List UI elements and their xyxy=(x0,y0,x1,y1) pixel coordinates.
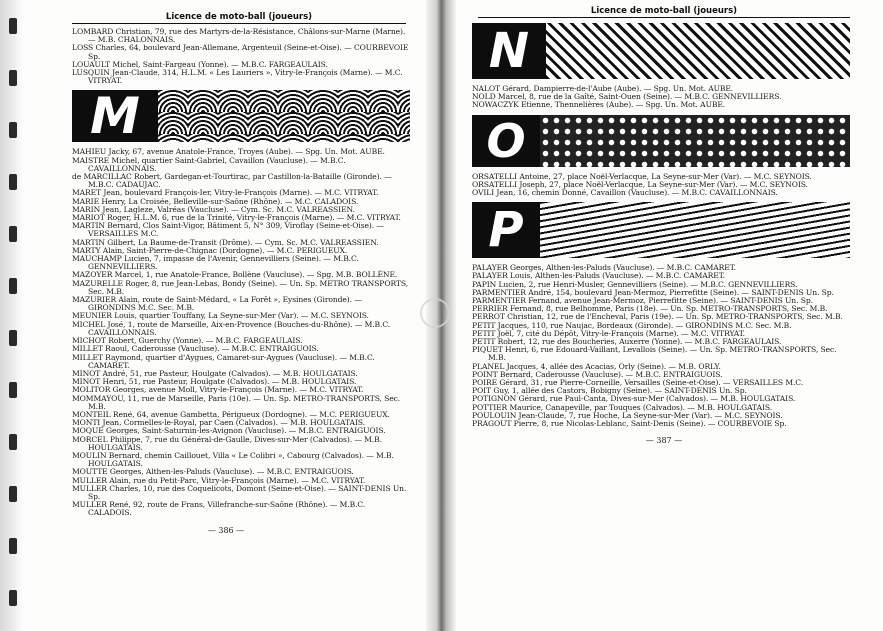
directory-entry: MAHIEU Jacky, 67, avenue Anatole-France, Troyes (Aube). — Spg. Un. Mot. AUBE. xyxy=(72,147,385,157)
directory-entry: MOLITOR Georges, avenue Moll, Vitry-le-François (Marne). — M.C. VITRYAT. xyxy=(72,385,364,395)
directory-entry: PARMENTIER Fernand, avenue Jean-Mermoz, Pierrefitte (Seine). — SAINT-DENIS Un. Sp. xyxy=(472,296,813,306)
binder-hole xyxy=(9,226,17,242)
section-letter: M xyxy=(72,90,158,142)
directory-entry: PALAYER Louis, Althen-les-Paluds (Vaucluse). — M.B.C. CAMARET. xyxy=(472,271,725,281)
directory-entry: MORCEL Philippe, 7, rue du Général-de-Gaulle, Dives-sur-Mer (Calvados). — M.B. HOULGATAIS. xyxy=(72,434,382,452)
directory-entry: PIQUET Henri, 6, rue Edouard-Vaillant, Levallois (Seine). — Un. Sp. METRO-TRANSPORTS, Sec. M.B. xyxy=(472,345,837,363)
directory-entry: MARTIN Bernard, Clos Saint-Vigor, Bâtiment 5, N° 309, Viroflay (Seine-et-Oise). — VERSAILLES M.C. xyxy=(72,221,384,239)
running-head-left: Licence de moto-ball (joueurs) xyxy=(72,12,406,24)
letter-banner-n xyxy=(472,23,850,79)
binder-strip xyxy=(0,0,24,631)
binder-hole xyxy=(9,538,17,554)
directory-entry: NOWACZYK Etienne, Thennelières (Aube). — Spg. Un. Mot. AUBE. xyxy=(472,100,726,110)
directory-entry: PETIT Robert, 12, rue des Boucheries, Auxerre (Yonne). — M.B.C. FARGEAULAIS. xyxy=(472,337,782,347)
directory-entry: MICHOT Robert, Guerchy (Yonne). — M.B.C. FARGEAULAIS. xyxy=(72,336,303,346)
binder-hole xyxy=(9,486,17,502)
directory-entry: PAPIN Lucien, 2, rue Henri-Musler, Gennevilliers (Seine). — M.B.C. GENNEVILLIERS. xyxy=(472,279,798,289)
folio-right: — 387 — xyxy=(645,436,683,446)
directory-entry: MARTIN Gilbert, La Baume-de-Transit (Drôme). — Cym. Sc. M.C. VALREASSIEN. xyxy=(72,237,379,247)
directory-entry: POINT Bernard, Caderousse (Vaucluse). — M.B.C. ENTRAIGUOIS. xyxy=(472,369,723,379)
directory-entry: ORSATELLI Joseph, 27, place Noël-Verlacque, La Seyne-sur-Mer (Var). — M.C. SEYNOIS. xyxy=(472,179,808,189)
directory-entry: MAZOYER Marcel, 1, rue Anatole-France, Bollène (Vaucluse). — Spg. M.B. BOLLÈNE. xyxy=(72,270,398,280)
directory-entry: MARTY Alain, Saint-Pierre-de-Chignac (Dordogne). — M.C. PERIGUEUX. xyxy=(72,245,348,255)
directory-entry: MARET Jean, boulevard François-Ier, Vitry-le-François (Marne). — M.C. VITRYAT. xyxy=(72,188,379,198)
binder-hole xyxy=(9,590,17,606)
directory-entry: MULLER Charles, 10, rue des Coquelicots, Domont (Seine-et-Oise). — SAINT-DENIS Un. Sp. xyxy=(72,483,407,501)
directory-entry: MULLER Alain, rue du Petit-Parc, Vitry-le-François (Marne). — M.C. VITRYAT. xyxy=(72,475,366,485)
letter-banner-m xyxy=(72,87,410,146)
directory-entry: MAISTRE Michel, quartier Saint-Gabriel, Cavaillon (Vaucluse). — M.B.C. CAVAILLONNAIS. xyxy=(72,155,346,173)
directory-entry: LUSQUIN Jean-Claude, 314, H.L.M. « Les Lauriers », Vitry-le-François (Marne). — M.C. VITRYAT. xyxy=(72,68,403,86)
binder-hole xyxy=(9,174,17,190)
directory-entry: PETIT Jacques, 110, rue Naujac, Bordeaux (Gironde). — GIRONDINS M.C. Sec. M.B. xyxy=(472,320,792,330)
directory-entry: POTIGNON Gérard, rue Paul-Canta, Dives-sur-Mer (Calvados). — M.B. HOULGATAIS. xyxy=(472,394,796,404)
directory-entry: MULLER René, 92, route de Frans, Villefranche-sur-Saône (Rhône). — M.B.C. CALADOIS. xyxy=(72,500,366,518)
directory-entry: ORSATELLI Antoine, 27, place Noël-Verlacque, La Seyne-sur-Mer (Var). — M.C. SEYNOIS. xyxy=(472,171,812,181)
directory-entry: MONTEIL René, 64, avenue Gambetta, Périgueux (Dordogne). — M.C. PERIGUEUX. xyxy=(72,409,390,419)
directory-entry: PARMENTIER André, 154, boulevard Jean-Mermoz, Pierrefitte (Seine). — SAINT-DENIS Un. Sp. xyxy=(472,287,834,297)
binder-hole xyxy=(9,434,17,450)
directory-entry: MILLET Raymond, quartier d'Aygues, Camaret-sur-Aygues (Vaucluse). — M.B.C. CAMARET. xyxy=(72,352,375,370)
directory-entry: MARIN Jean, Lagleze, Valréas (Vaucluse). — Cym. Sc. M.C. VALREASSIEN. xyxy=(72,204,355,214)
directory-entry: PLANEL Jacques, 4, allée des Acacias, Orly (Seine). — M.B. ORLY. xyxy=(472,361,721,371)
left-entries xyxy=(28,28,424,518)
directory-entry: NOLD Marcel, 8, rue de la Gaîté, Saint-Ouen (Seine). — M.B.C. GENNEVILLIERS. xyxy=(472,92,782,102)
section-letter: P xyxy=(472,202,540,258)
directory-entry: PERRIER Fernand, 8, rue Belhomme, Paris (18e). — Un. Sp. METRO-TRANSPORTS, Sec. M.B. xyxy=(472,304,828,314)
directory-entry: OVILI Jean, 16, chemin Donné, Cavaillon (Vaucluse). — M.B.C. CAVAILLONNAIS. xyxy=(472,188,778,198)
directory-entry: MAUCHAMP Lucien, 7, impasse de l'Avenir, Gennevilliers (Seine). — M.B.C. GENNEVILLIERS. xyxy=(72,254,359,272)
directory-entry: LOUAULT Michel, Saint-Fargeau (Yonne). — M.B.C. FARGEAULAIS. xyxy=(72,59,328,69)
decorative-pattern xyxy=(546,23,850,79)
letter-banner-o xyxy=(472,115,850,167)
directory-entry: PALAYER Georges, Althen-les-Paluds (Vaucluse). — M.B.C. CAMARET. xyxy=(472,263,736,273)
directory-entry: POULOUIN Jean-Claude, 7, rue Hoche, La Seyne-sur-Mer (Var). — M.C. SEYNOIS. xyxy=(472,410,783,420)
left-page xyxy=(28,0,424,631)
directory-entry: LOSS Charles, 64, boulevard Jean-Allemane, Argenteuil (Seine-et-Oise). — COURBEVOIE Sp. xyxy=(72,43,409,61)
directory-entry: POTTIER Maurice, Canapeville, par Touques (Calvados). — M.B. HOULGATAIS. xyxy=(472,402,773,412)
directory-entry: MAZURIER Alain, route de Saint-Médard, « La Forêt », Eysines (Gironde). — GIRONDINS M.C. Sec. M.B. xyxy=(72,295,362,313)
section-letter: N xyxy=(472,23,546,79)
letter-banner-p xyxy=(472,202,850,258)
directory-entry: POIT Guy, 1, allée des Castors, Bobigny (Seine). — SAINT-DENIS Un. Sp. xyxy=(472,386,747,396)
directory-entry: POIRE Gérard, 31, rue Pierre-Corneille, Versailles (Seine-et-Oise). — VERSAILLES M.C. xyxy=(472,378,804,388)
directory-entry: MILLET Raoul, Caderousse (Vaucluse). — M.B.C. ENTRAIGUOIS. xyxy=(72,344,319,354)
directory-entry: LOMBARD Christian, 79, rue des Martyrs-de-la-Résistance, Châlons-sur-Marne (Marne). — M.B. CHALONNAIS. xyxy=(72,27,406,45)
right-entries xyxy=(458,23,870,428)
directory-entry: MICHEL José, 1, route de Marseille, Aix-en-Provence (Bouches-du-Rhône). — M.B.C. CAVAILLONNAIS. xyxy=(72,319,391,337)
directory-entry: MARIOT Roger, H.L.M. 6, rue de la Trinité, Vitry-le-François (Marne). — M.C. VITRYAT. xyxy=(72,213,401,223)
directory-entry: MOQUE Georges, Saint-Saturnin-les-Avignon (Vaucluse). — M.B.C. ENTRAIGUOIS. xyxy=(72,426,386,436)
directory-entry: MINOT André, 51, rue Pasteur, Houlgate (Calvados). — M.B. HOULGATAIS. xyxy=(72,368,358,378)
directory-entry: MOULIN Bernard, chemin Caillouet, Villa « Le Colibri », Cabourg (Calvados). — M.B. HOULGATAIS. xyxy=(72,450,394,469)
directory-entry: PETIT Joël, 7, cité du Dépôt, Vitry-le-François (Marne). — M.C. VITRYAT. xyxy=(472,328,745,338)
directory-entry: NALOT Gérard, Dampierre-de-l'Aube (Aube). — Spg. Un. Mot. AUBE. xyxy=(472,84,734,93)
decorative-pattern xyxy=(158,90,410,142)
binder-hole xyxy=(9,70,17,86)
right-page xyxy=(458,0,870,631)
section-letter: O xyxy=(472,115,540,167)
decorative-pattern xyxy=(540,202,850,258)
directory-entry: PRAGOUT Pierre, 8, rue Nicolas-Leblanc, Saint-Denis (Seine). — COURBEVOIE Sp. xyxy=(472,419,787,429)
directory-entry: PERROT Christian, 12, rue de l'Encheval, Paris (19e). — Un. Sp. METRO-TRANSPORTS, Sec. M.B. xyxy=(472,312,843,322)
directory-entry: MAZURELLE Roger, 8, rue Jean-Lebas, Bondy (Seine). — Un. Sp. METRO TRANSPORTS, Sec. M.B. xyxy=(72,278,409,296)
binder-hole xyxy=(9,382,17,398)
directory-entry: MEUNIER Louis, quartier Touffany, La Seyne-sur-Mer (Var). — M.C. SEYNOIS. xyxy=(72,311,369,321)
watermark-stamp xyxy=(415,298,455,324)
running-head-right: Licence de moto-ball (joueurs) xyxy=(478,6,850,18)
directory-entry: MOMMAYOU, 11, rue de Marseille, Paris (10e). — Un. Sp. METRO-TRANSPORTS, Sec. M.B. xyxy=(72,393,401,411)
binder-hole xyxy=(9,278,17,294)
directory-entry: MARIE Henry, La Croisée, Belleville-sur-Saône (Rhône). — M.C. CALADOIS. xyxy=(72,196,359,206)
folio-left: — 386 — xyxy=(207,525,245,535)
directory-entry: MINOT Henri, 51, rue Pasteur, Houlgate (Calvados). — M.B. HOULGATAIS. xyxy=(72,377,357,387)
directory-entry: de MARCILLAC Robert, Gardegan-et-Tourtirac, par Castillon-la-Bataille (Gironde). — M.B.C. CADAUJAC. xyxy=(72,172,392,190)
directory-entry: MONTI Jean, Cormelles-le-Royal, par Caen (Calvados). — M.B. HOULGATAIS. xyxy=(72,418,365,428)
binder-hole xyxy=(9,330,17,346)
binder-hole xyxy=(9,122,17,138)
binder-hole xyxy=(9,18,17,34)
decorative-pattern xyxy=(540,115,850,167)
directory-entry: MOUTTE Georges, Althen-les-Paluds (Vaucluse). — M.B.C. ENTRAIGUOIS. xyxy=(72,467,354,477)
